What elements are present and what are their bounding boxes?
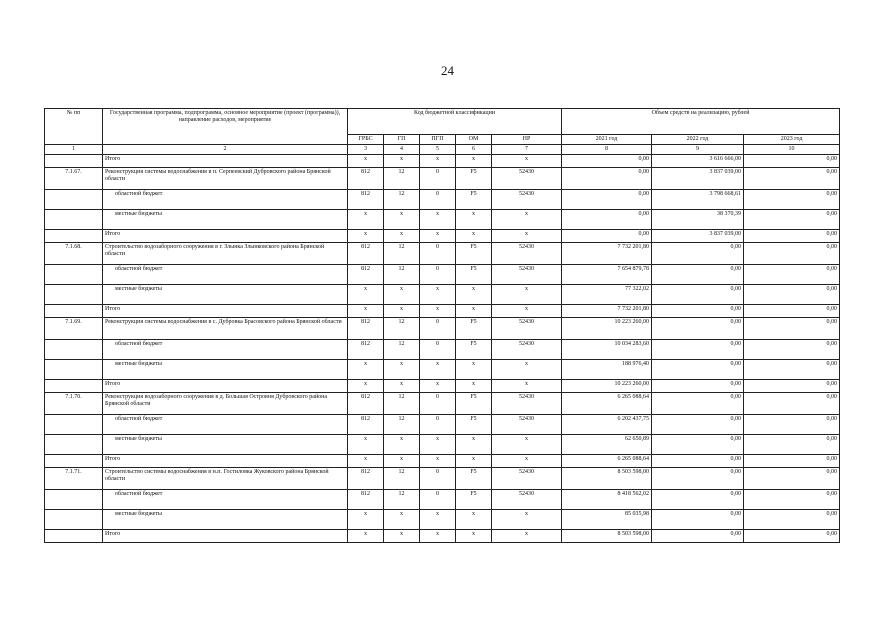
cell-gp: 12 bbox=[384, 490, 420, 510]
cell-grbs: 812 bbox=[348, 340, 384, 360]
cell-y2022: 0,00 bbox=[652, 435, 744, 455]
table-row bbox=[45, 168, 840, 190]
column-numbers-row bbox=[45, 145, 840, 155]
cell-om: х bbox=[456, 455, 492, 468]
table-row bbox=[45, 340, 840, 360]
cell-pgp: х bbox=[420, 230, 456, 243]
column-number: 1 bbox=[45, 145, 103, 155]
cell-pgp: 0 bbox=[420, 340, 456, 360]
cell-y2022: 0,00 bbox=[652, 468, 744, 490]
cell-nr: х bbox=[492, 455, 562, 468]
cell-no bbox=[45, 190, 103, 210]
cell-name: областной бюджет bbox=[103, 490, 348, 510]
cell-name: Реконструкция системы водоснабжения в с. Дубровка Брасовского района Брянской области bbox=[103, 318, 348, 340]
cell-no bbox=[45, 510, 103, 530]
cell-name: Итого bbox=[103, 155, 348, 168]
cell-om: х bbox=[456, 380, 492, 393]
cell-name: Итого bbox=[103, 380, 348, 393]
cell-gp: х bbox=[384, 360, 420, 380]
cell-nr: 52430 bbox=[492, 415, 562, 435]
cell-om: F5 bbox=[456, 243, 492, 265]
cell-y2023: 0,00 bbox=[744, 210, 840, 230]
cell-y2023: 0,00 bbox=[744, 435, 840, 455]
cell-gp: 12 bbox=[384, 168, 420, 190]
cell-y2022: 0,00 bbox=[652, 510, 744, 530]
table-row bbox=[45, 435, 840, 455]
column-number: 5 bbox=[420, 145, 456, 155]
cell-name: местные бюджеты bbox=[103, 435, 348, 455]
cell-om: F5 bbox=[456, 265, 492, 285]
cell-y2023: 0,00 bbox=[744, 340, 840, 360]
cell-nr: 52430 bbox=[492, 265, 562, 285]
cell-pgp: 0 bbox=[420, 168, 456, 190]
cell-no bbox=[45, 340, 103, 360]
cell-gp: 12 bbox=[384, 340, 420, 360]
cell-nr: х bbox=[492, 285, 562, 305]
cell-grbs: х bbox=[348, 285, 384, 305]
cell-y2023: 0,00 bbox=[744, 530, 840, 543]
cell-name: Реконструкция системы водоснабжения в п. Серпеевский Дубровского района Брянской области bbox=[103, 168, 348, 190]
cell-pgp: 0 bbox=[420, 490, 456, 510]
cell-nr: х bbox=[492, 305, 562, 318]
cell-no bbox=[45, 265, 103, 285]
table-row bbox=[45, 230, 840, 243]
cell-y2021: 0,00 bbox=[562, 210, 652, 230]
cell-y2023: 0,00 bbox=[744, 510, 840, 530]
cell-y2021: 85 035,98 bbox=[562, 510, 652, 530]
cell-pgp: х bbox=[420, 530, 456, 543]
column-number: 10 bbox=[744, 145, 840, 155]
cell-grbs: 812 bbox=[348, 168, 384, 190]
header-funds: Объем средств на реализацию, рублей bbox=[562, 109, 840, 135]
cell-om: F5 bbox=[456, 490, 492, 510]
cell-y2022: 0,00 bbox=[652, 415, 744, 435]
cell-grbs: 812 bbox=[348, 415, 384, 435]
cell-grbs: 812 bbox=[348, 468, 384, 490]
cell-nr: х bbox=[492, 210, 562, 230]
header-2022: 2022 год bbox=[652, 135, 744, 145]
header-pgp: ПГП bbox=[420, 135, 456, 145]
header-grbs: ГРБС bbox=[348, 135, 384, 145]
cell-y2021: 10 223 260,00 bbox=[562, 318, 652, 340]
cell-y2022: 0,00 bbox=[652, 318, 744, 340]
cell-y2023: 0,00 bbox=[744, 265, 840, 285]
cell-om: х bbox=[456, 305, 492, 318]
cell-pgp: х bbox=[420, 360, 456, 380]
cell-name: Итого bbox=[103, 230, 348, 243]
cell-grbs: х bbox=[348, 455, 384, 468]
cell-gp: х bbox=[384, 230, 420, 243]
header-no: № пп bbox=[45, 109, 103, 145]
cell-name: Итого bbox=[103, 530, 348, 543]
cell-y2021: 8 503 598,00 bbox=[562, 468, 652, 490]
cell-om: F5 bbox=[456, 393, 492, 415]
cell-no bbox=[45, 230, 103, 243]
column-number: 4 bbox=[384, 145, 420, 155]
table-row bbox=[45, 265, 840, 285]
cell-name: местные бюджеты bbox=[103, 285, 348, 305]
cell-y2022: 3 616 666,00 bbox=[652, 155, 744, 168]
cell-grbs: 812 bbox=[348, 265, 384, 285]
cell-y2023: 0,00 bbox=[744, 190, 840, 210]
cell-y2021: 0,00 bbox=[562, 230, 652, 243]
cell-y2023: 0,00 bbox=[744, 360, 840, 380]
cell-y2023: 0,00 bbox=[744, 455, 840, 468]
cell-y2023: 0,00 bbox=[744, 230, 840, 243]
cell-pgp: 0 bbox=[420, 468, 456, 490]
cell-y2021: 6 202 437,75 bbox=[562, 415, 652, 435]
cell-grbs: х bbox=[348, 360, 384, 380]
header-program: Государственная программа, подпрограмма, основное мероприятие (проект (программа)), направление расходов, мероприятие bbox=[103, 109, 348, 145]
cell-nr: х bbox=[492, 435, 562, 455]
table-row bbox=[45, 530, 840, 543]
cell-pgp: 0 bbox=[420, 415, 456, 435]
cell-y2021: 77 322,02 bbox=[562, 285, 652, 305]
cell-grbs: 812 bbox=[348, 243, 384, 265]
cell-nr: х bbox=[492, 155, 562, 168]
cell-pgp: 0 bbox=[420, 393, 456, 415]
cell-y2022: 0,00 bbox=[652, 360, 744, 380]
cell-name: областной бюджет bbox=[103, 340, 348, 360]
cell-nr: 52430 bbox=[492, 243, 562, 265]
cell-y2023: 0,00 bbox=[744, 243, 840, 265]
cell-name: местные бюджеты bbox=[103, 360, 348, 380]
cell-y2022: 3 837 039,00 bbox=[652, 168, 744, 190]
cell-y2021: 0,00 bbox=[562, 168, 652, 190]
cell-nr: х bbox=[492, 230, 562, 243]
cell-nr: 52430 bbox=[492, 393, 562, 415]
cell-y2021: 8 503 598,00 bbox=[562, 530, 652, 543]
cell-om: F5 bbox=[456, 168, 492, 190]
cell-y2023: 0,00 bbox=[744, 393, 840, 415]
cell-name: местные бюджеты bbox=[103, 510, 348, 530]
cell-no bbox=[45, 210, 103, 230]
cell-y2021: 6 265 088,64 bbox=[562, 455, 652, 468]
table-row bbox=[45, 155, 840, 168]
cell-y2022: 0,00 bbox=[652, 340, 744, 360]
cell-y2022: 0,00 bbox=[652, 490, 744, 510]
cell-grbs: х bbox=[348, 155, 384, 168]
cell-gp: х bbox=[384, 305, 420, 318]
cell-pgp: 0 bbox=[420, 243, 456, 265]
cell-y2022: 0,00 bbox=[652, 455, 744, 468]
cell-gp: 12 bbox=[384, 190, 420, 210]
cell-no: 7.1.71. bbox=[45, 468, 103, 490]
column-number: 3 bbox=[348, 145, 384, 155]
cell-nr: 52430 bbox=[492, 190, 562, 210]
table-row bbox=[45, 285, 840, 305]
cell-name: Реконструкция водозаборного сооружения в д. Большая Островня Дубровского района Брянской области bbox=[103, 393, 348, 415]
cell-gp: х bbox=[384, 435, 420, 455]
cell-grbs: 812 bbox=[348, 490, 384, 510]
cell-name: областной бюджет bbox=[103, 190, 348, 210]
budget-table bbox=[44, 108, 840, 543]
table-row bbox=[45, 455, 840, 468]
cell-om: F5 bbox=[456, 340, 492, 360]
cell-y2021: 10 034 283,60 bbox=[562, 340, 652, 360]
cell-pgp: х bbox=[420, 510, 456, 530]
cell-y2022: 0,00 bbox=[652, 393, 744, 415]
cell-name: областной бюджет bbox=[103, 265, 348, 285]
header-gp: ГП bbox=[384, 135, 420, 145]
cell-grbs: 812 bbox=[348, 318, 384, 340]
cell-no bbox=[45, 155, 103, 168]
cell-name: Строительство системы водоснабжения в н.п. Гостиловка Жуковского района Брянской области bbox=[103, 468, 348, 490]
cell-gp: 12 bbox=[384, 415, 420, 435]
table-row bbox=[45, 380, 840, 393]
cell-pgp: х bbox=[420, 305, 456, 318]
cell-no bbox=[45, 455, 103, 468]
cell-name: Строительство водозаборного сооружения в г. Злынка Злынковского района Брянской области bbox=[103, 243, 348, 265]
cell-no bbox=[45, 490, 103, 510]
cell-pgp: х bbox=[420, 455, 456, 468]
table-row bbox=[45, 360, 840, 380]
cell-y2022: 0,00 bbox=[652, 530, 744, 543]
cell-y2021: 7 654 879,78 bbox=[562, 265, 652, 285]
cell-y2023: 0,00 bbox=[744, 380, 840, 393]
cell-grbs: х bbox=[348, 380, 384, 393]
cell-y2023: 0,00 bbox=[744, 318, 840, 340]
cell-grbs: х bbox=[348, 510, 384, 530]
header-2023: 2023 год bbox=[744, 135, 840, 145]
table-row bbox=[45, 318, 840, 340]
cell-pgp: 0 bbox=[420, 265, 456, 285]
cell-no: 7.1.70. bbox=[45, 393, 103, 415]
cell-gp: 12 bbox=[384, 243, 420, 265]
cell-y2022: 0,00 bbox=[652, 265, 744, 285]
cell-grbs: х bbox=[348, 305, 384, 318]
cell-om: х bbox=[456, 230, 492, 243]
cell-pgp: 0 bbox=[420, 318, 456, 340]
cell-y2023: 0,00 bbox=[744, 168, 840, 190]
cell-nr: х bbox=[492, 360, 562, 380]
column-number: 6 bbox=[456, 145, 492, 155]
cell-y2023: 0,00 bbox=[744, 305, 840, 318]
cell-grbs: 812 bbox=[348, 393, 384, 415]
cell-gp: 12 bbox=[384, 265, 420, 285]
table-body bbox=[45, 155, 840, 543]
cell-y2022: 0,00 bbox=[652, 305, 744, 318]
cell-om: х bbox=[456, 435, 492, 455]
table-row bbox=[45, 490, 840, 510]
cell-y2023: 0,00 bbox=[744, 468, 840, 490]
cell-no bbox=[45, 530, 103, 543]
cell-om: F5 bbox=[456, 190, 492, 210]
table-row bbox=[45, 468, 840, 490]
cell-gp: 12 bbox=[384, 318, 420, 340]
cell-gp: х bbox=[384, 210, 420, 230]
cell-om: х bbox=[456, 530, 492, 543]
column-number: 7 bbox=[492, 145, 562, 155]
cell-pgp: х bbox=[420, 285, 456, 305]
cell-grbs: х bbox=[348, 230, 384, 243]
cell-name: областной бюджет bbox=[103, 415, 348, 435]
cell-gp: х bbox=[384, 530, 420, 543]
table-row bbox=[45, 210, 840, 230]
table-row bbox=[45, 415, 840, 435]
cell-no: 7.1.68. bbox=[45, 243, 103, 265]
cell-no bbox=[45, 380, 103, 393]
cell-y2022: 3 837 039,00 bbox=[652, 230, 744, 243]
header-nr: НР bbox=[492, 135, 562, 145]
cell-y2022: 0,00 bbox=[652, 285, 744, 305]
cell-nr: 52430 bbox=[492, 468, 562, 490]
cell-gp: х bbox=[384, 455, 420, 468]
cell-no bbox=[45, 415, 103, 435]
cell-name: Итого bbox=[103, 455, 348, 468]
column-number: 2 bbox=[103, 145, 348, 155]
cell-nr: 52430 bbox=[492, 340, 562, 360]
cell-nr: 52430 bbox=[492, 168, 562, 190]
cell-gp: х bbox=[384, 510, 420, 530]
cell-y2021: 8 418 562,02 bbox=[562, 490, 652, 510]
cell-nr: 52430 bbox=[492, 490, 562, 510]
column-number: 9 bbox=[652, 145, 744, 155]
cell-gp: 12 bbox=[384, 393, 420, 415]
table-header bbox=[45, 109, 840, 155]
cell-no bbox=[45, 435, 103, 455]
cell-om: х bbox=[456, 155, 492, 168]
cell-om: х bbox=[456, 210, 492, 230]
cell-y2021: 0,00 bbox=[562, 155, 652, 168]
cell-y2023: 0,00 bbox=[744, 490, 840, 510]
cell-y2022: 0,00 bbox=[652, 243, 744, 265]
cell-y2022: 38 370,39 bbox=[652, 210, 744, 230]
cell-y2023: 0,00 bbox=[744, 415, 840, 435]
cell-y2023: 0,00 bbox=[744, 155, 840, 168]
cell-nr: 52430 bbox=[492, 318, 562, 340]
cell-grbs: х bbox=[348, 435, 384, 455]
cell-gp: х bbox=[384, 380, 420, 393]
cell-name: Итого bbox=[103, 305, 348, 318]
cell-pgp: 0 bbox=[420, 190, 456, 210]
cell-nr: х bbox=[492, 530, 562, 543]
cell-y2021: 7 732 201,80 bbox=[562, 243, 652, 265]
cell-no bbox=[45, 285, 103, 305]
table-row bbox=[45, 393, 840, 415]
header-kbk: Код бюджетной классификации bbox=[348, 109, 562, 135]
cell-y2022: 3 798 668,61 bbox=[652, 190, 744, 210]
cell-no: 7.1.67. bbox=[45, 168, 103, 190]
cell-y2023: 0,00 bbox=[744, 285, 840, 305]
cell-om: F5 bbox=[456, 468, 492, 490]
cell-y2021: 62 650,89 bbox=[562, 435, 652, 455]
page-number: 24 bbox=[441, 63, 454, 78]
cell-y2021: 188 976,40 bbox=[562, 360, 652, 380]
cell-pgp: х bbox=[420, 210, 456, 230]
header-2021: 2021 год bbox=[562, 135, 652, 145]
cell-pgp: х bbox=[420, 155, 456, 168]
cell-pgp: х bbox=[420, 380, 456, 393]
cell-no bbox=[45, 305, 103, 318]
table-row bbox=[45, 190, 840, 210]
table-row bbox=[45, 510, 840, 530]
cell-om: F5 bbox=[456, 415, 492, 435]
cell-nr: х bbox=[492, 510, 562, 530]
cell-gp: х bbox=[384, 155, 420, 168]
cell-y2021: 6 265 088,64 bbox=[562, 393, 652, 415]
cell-om: х bbox=[456, 510, 492, 530]
cell-y2022: 0,00 bbox=[652, 380, 744, 393]
cell-grbs: х bbox=[348, 210, 384, 230]
cell-nr: х bbox=[492, 380, 562, 393]
cell-y2021: 0,00 bbox=[562, 190, 652, 210]
cell-pgp: х bbox=[420, 435, 456, 455]
cell-grbs: х bbox=[348, 530, 384, 543]
cell-gp: 12 bbox=[384, 468, 420, 490]
cell-om: F5 bbox=[456, 318, 492, 340]
table-row bbox=[45, 243, 840, 265]
cell-gp: х bbox=[384, 285, 420, 305]
table-row bbox=[45, 305, 840, 318]
cell-grbs: 812 bbox=[348, 190, 384, 210]
cell-y2021: 7 732 201,80 bbox=[562, 305, 652, 318]
column-number: 8 bbox=[562, 145, 652, 155]
header-om: ОМ bbox=[456, 135, 492, 145]
cell-name: местные бюджеты bbox=[103, 210, 348, 230]
cell-no bbox=[45, 360, 103, 380]
cell-om: х bbox=[456, 360, 492, 380]
cell-y2021: 10 223 260,00 bbox=[562, 380, 652, 393]
cell-no: 7.1.69. bbox=[45, 318, 103, 340]
cell-om: х bbox=[456, 285, 492, 305]
